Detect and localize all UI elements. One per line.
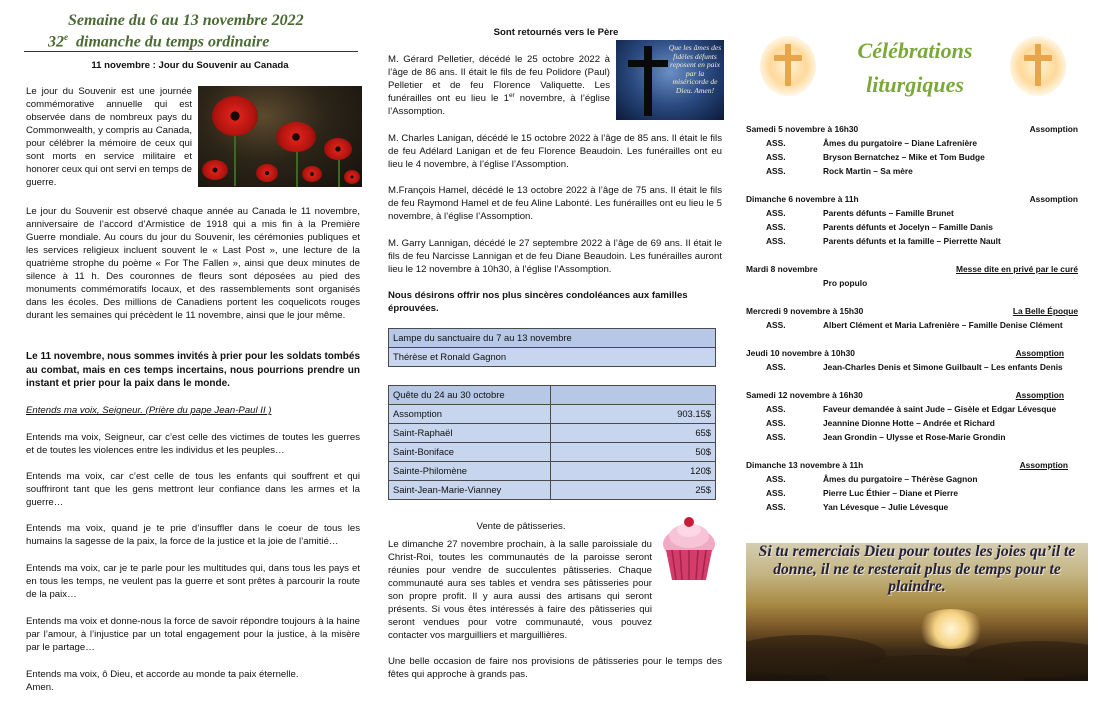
week-title: Semaine du 6 au 13 novembre 2022 — [68, 12, 304, 29]
mass-intention-row: ASS. Parents défunts et la famille – Pierrette Nault — [766, 236, 1001, 246]
parish-amount: 25$ — [551, 481, 716, 500]
collection-table — [388, 385, 716, 500]
mass-intention-row: ASS. Jean Grondin – Ulysse et Rose-Marie Grondin — [766, 432, 1006, 442]
celebrations-column — [742, 0, 1088, 712]
sanctuary-lamp-title: Lampe du sanctuaire du 7 au 13 novembre — [389, 329, 716, 348]
prayer-closing: Entends ma voix, ô Dieu, et accorde au monde ta paix éternelle. — [26, 669, 299, 680]
mass-block-sat-12: Samedi 12 novembre à 16h30 Assomption ASS. Faveur demandée à saint Jude – Gisèle et Edgar Lévesque ASS. Jeannine Dionne Hotte – Andrée et Richard ASS. Jean Grondin – Ulysse et Rose-Marie Grondin — [746, 390, 1064, 446]
remembrance-column — [20, 0, 360, 712]
parish-name: Assomption — [389, 405, 551, 424]
mass-intention-row: ASS. Parents défunts et Jocelyn – Famille Danis — [766, 222, 993, 232]
bake-sale-details: Le dimanche 27 novembre prochain, à la salle paroissiale du Christ-Roi, toutes les communautés de la paroisse seront réunies pour vendre de succulentes pâtisseries. Chaque communauté aura ses tables et vendra ses pâtisseries pour son propre profit. Il y aura aussi des artisans qui seront présents. Si vous êtes intéressés à faire des pâtisseries qui seront vendues pour votre communauté, vous pouvez contacter vos marguilliers et marguillières. — [388, 539, 652, 642]
sunset-quote-image — [746, 543, 1088, 681]
mass-block-wed-9: Mercredi 9 novembre à 15h30 La Belle Époque ASS. Albert Clément et Maria Lafrenière – Famille Denise Clément — [746, 306, 1078, 334]
prayer-amen: Amen. — [26, 682, 54, 693]
obituary-lanigan: M. Charles Lanigan, décédé le 15 octobre 2022 à l’âge de 85 ans. Il était le fils de feu Adélard Lanigan et de feu Florence Beaudoin. Les funérailles ont eu lieu le 4 novembre, à l’église l’Assomption. — [388, 133, 722, 171]
parish-name: Saint-Jean-Marie-Vianney — [389, 481, 551, 500]
mass-intention-row: ASS. Pierre Luc Éthier – Diane et Pierre — [766, 488, 958, 498]
prayer-stanza-5: Entends ma voix et donne-nous la force de savoir répondre toujours à la haine par l’amour, à l’injustice par un total engagement pour la justice, à la misère par le partage… — [26, 616, 360, 654]
mass-intention-row: ASS. Albert Clément et Maria Lafrenière – Famille Denise Clément — [766, 320, 1063, 330]
mass-intention-row: ASS. Jeannine Dionne Hotte – Andrée et Richard — [766, 418, 995, 428]
mass-block-sat-5: Samedi 5 novembre à 16h30 Assomption ASS. Âmes du purgatoire – Diane Lafrenière ASS. Bryson Bernatchez – Mike et Tom Budge ASS. Rock Martin – Sa mère — [746, 124, 1078, 180]
parish-amount: 50$ — [551, 443, 716, 462]
prayer-title: Entends ma voix, Seigneur. (Prière du pape Jean-Paul II ) — [26, 405, 272, 416]
parish-name: Sainte-Philomène — [389, 462, 551, 481]
collection-title: Quête du 24 au 30 octobre — [389, 386, 551, 405]
mass-block-thu-10: Jeudi 10 novembre à 10h30 Assomption ASS. Jean-Charles Denis et Simone Guilbault – Les enfants Denis — [746, 348, 1064, 376]
sanctuary-lamp-donor: Thérèse et Ronald Gagnon — [389, 348, 716, 367]
table-row — [389, 462, 716, 481]
bake-sale-closing: Une belle occasion de faire nos provisions de pâtisseries pour le temps des fêtes qui approche à grands pas. — [388, 656, 722, 681]
prayer-stanza-1: Entends ma voix, Seigneur, car c’est celle des victimes de toutes les guerres et de toutes les violences entre les individus et les peuples… — [26, 432, 360, 457]
mass-block-sun-6: Dimanche 6 novembre à 11h Assomption ASS. Parents défunts – Famille Brunet ASS. Parents défunts et Jocelyn – Famille Danis ASS. Parents défunts et la famille – Pierrette Nault — [746, 194, 1078, 250]
deceased-title: Sont retournés vers le Père — [493, 27, 619, 38]
table-row — [389, 481, 716, 500]
celebrations-title: Célébrations liturgiques — [857, 38, 973, 97]
gratitude-quote: Si tu remerciais Dieu pour toutes les joies qu’il te donne, il ne te resterait plus de temps pour te plaindre. — [758, 543, 1076, 595]
mass-intention-row: ASS. Rock Martin – Sa mère — [766, 166, 913, 176]
mass-intention-row: ASS. Faveur demandée à saint Jude – Gisèle et Edgar Lévesque — [766, 404, 1057, 414]
mass-intention-row: ASS. Yan Lévesque – Julie Lévesque — [766, 502, 949, 512]
mass-intention-row: ASS. Jean-Charles Denis et Simone Guilbault – Les enfants Denis — [766, 362, 1063, 372]
parish-amount: 120$ — [551, 462, 716, 481]
cross-image — [616, 40, 724, 120]
remembrance-title: 11 novembre : Jour du Souvenir au Canada — [91, 60, 289, 71]
mass-intention-row: ASS. Parents défunts – Famille Brunet — [766, 208, 954, 218]
obituary-pelletier: M. Gérard Pelletier, décédé le 25 octobre 2022 à l’âge de 86 ans. Il était le fils de feu Polidore (Paul) Pelletier et de feu Florence Valiquette. Les funérailles ont eu lieu le 1er novembre, à l’église l’Assomption. — [388, 54, 610, 118]
cupcake-icon — [656, 516, 722, 584]
mass-intention-row: ASS. Âmes du purgatoire – Thérèse Gagnon — [766, 474, 978, 484]
obituary-lannigan: M. Garry Lannigan, décédé le 27 septembre 2022 à l’âge de 69 ans. Il était le fils de feu Narcisse Lannigan et de feu Diane Beaudoin. Les funérailles auront lieu le 12 novembre à 10h30, à l’église l’Assomption. — [388, 238, 722, 276]
prayer-stanza-2: Entends ma voix, car c’est celle de tous les enfants qui souffrent et qui souffriront tant que les gens mettront leur confiance dans les armes et la guerre… — [26, 471, 360, 509]
sanctuary-lamp-box — [388, 328, 716, 367]
cross-image-caption: Que les âmes des fidèles défunts reposent en paix par la miséricorde de Dieu. Amen! — [668, 43, 722, 95]
parish-name: Saint-Boniface — [389, 443, 551, 462]
parish-name: Saint-Raphaël — [389, 424, 551, 443]
table-row — [389, 443, 716, 462]
glowing-cross-right-icon — [1010, 36, 1066, 96]
remembrance-history: Le jour du Souvenir est observé chaque année au Canada le 11 novembre, anniversaire de l’accord d’Armistice de 1918 qui a mis fin à la Première Guerre mondiale. Au cours du jour du Souvenir, les cérémonies publiques et les services religieux incluent souvent le « Last Post », une lecture de la quatrième strophe du poème « For The Fallen », ainsi que deux minutes de silence à 11 h. Des couronnes de fleurs sont déposées au pied des monuments commémoratifs locaux, et des rassemblements sont organisés dans les écoles. Des millions de Canadiens portent les coquelicots rouges durant les semaines qui précèdent le 11 novembre, ainsi que le jour même. — [26, 206, 360, 322]
table-row — [389, 405, 716, 424]
sunday-title: 32e dimanche du temps ordinaire — [48, 32, 270, 51]
condolences: Nous désirons offrir nos plus sincères condoléances aux familles éprouvées. — [388, 290, 688, 315]
bake-sale-title: Vente de pâtisseries. — [476, 521, 566, 532]
prayer-stanza-4: Entends ma voix, car je te parle pour les multitudes qui, dans tous les pays et en tous les temps, ne veulent pas la guerre et sont prêtes à parcourir la route de la paix… — [26, 563, 360, 601]
prayer-invitation: Le 11 novembre, nous sommes invités à prier pour les soldats tombés au combat, mais en ces temps incertains, nous pourrions prendre un instant et prier pour la paix dans le monde. — [26, 351, 360, 390]
week-header — [24, 12, 358, 52]
table-row — [389, 424, 716, 443]
mass-intention-row: ASS. Bryson Bernatchez – Mike et Tom Budge — [766, 152, 985, 162]
mass-intention-row: Pro populo — [823, 278, 868, 288]
parish-news-column — [386, 0, 726, 712]
glowing-cross-left-icon — [760, 36, 816, 96]
mass-intention-row: ASS. Âmes du purgatoire – Diane Lafrenière — [766, 138, 978, 148]
poppy-image — [198, 86, 362, 187]
mass-block-tue-8: Mardi 8 novembre Messe dite en privé par le curé Pro populo — [746, 264, 1078, 292]
remembrance-intro: Le jour du Souvenir est une journée commémorative annuelle qui est observée dans de nombreux pays du Commonwealth, y compris au Canada, pour célébrer la mémoire de ceux qui sont morts en service militaire et honorer ceux qui ont servi en temps de guerre. — [26, 86, 192, 189]
obituary-hamel: M.François Hamel, décédé le 13 octobre 2022 à l’âge de 75 ans. Il était le fils de feu Raymond Hamel et de feu Aline Labonté. Les funérailles ont eu lieu le 5 novembre, à l’église l’Assomption. — [388, 185, 722, 223]
mass-block-sun-13: Dimanche 13 novembre à 11h Assomption ASS. Âmes du purgatoire – Thérèse Gagnon ASS. Pierre Luc Éthier – Diane et Pierre ASS. Yan Lévesque – Julie Lévesque — [746, 460, 1068, 516]
prayer-stanza-3: Entends ma voix, quand je te prie d’insuffler dans le coeur de tous les humains la sagesse de la paix, la force de la justice et la joie de l’amitié… — [26, 523, 360, 548]
parish-amount: 903.15$ — [551, 405, 716, 424]
parish-amount: 65$ — [551, 424, 716, 443]
